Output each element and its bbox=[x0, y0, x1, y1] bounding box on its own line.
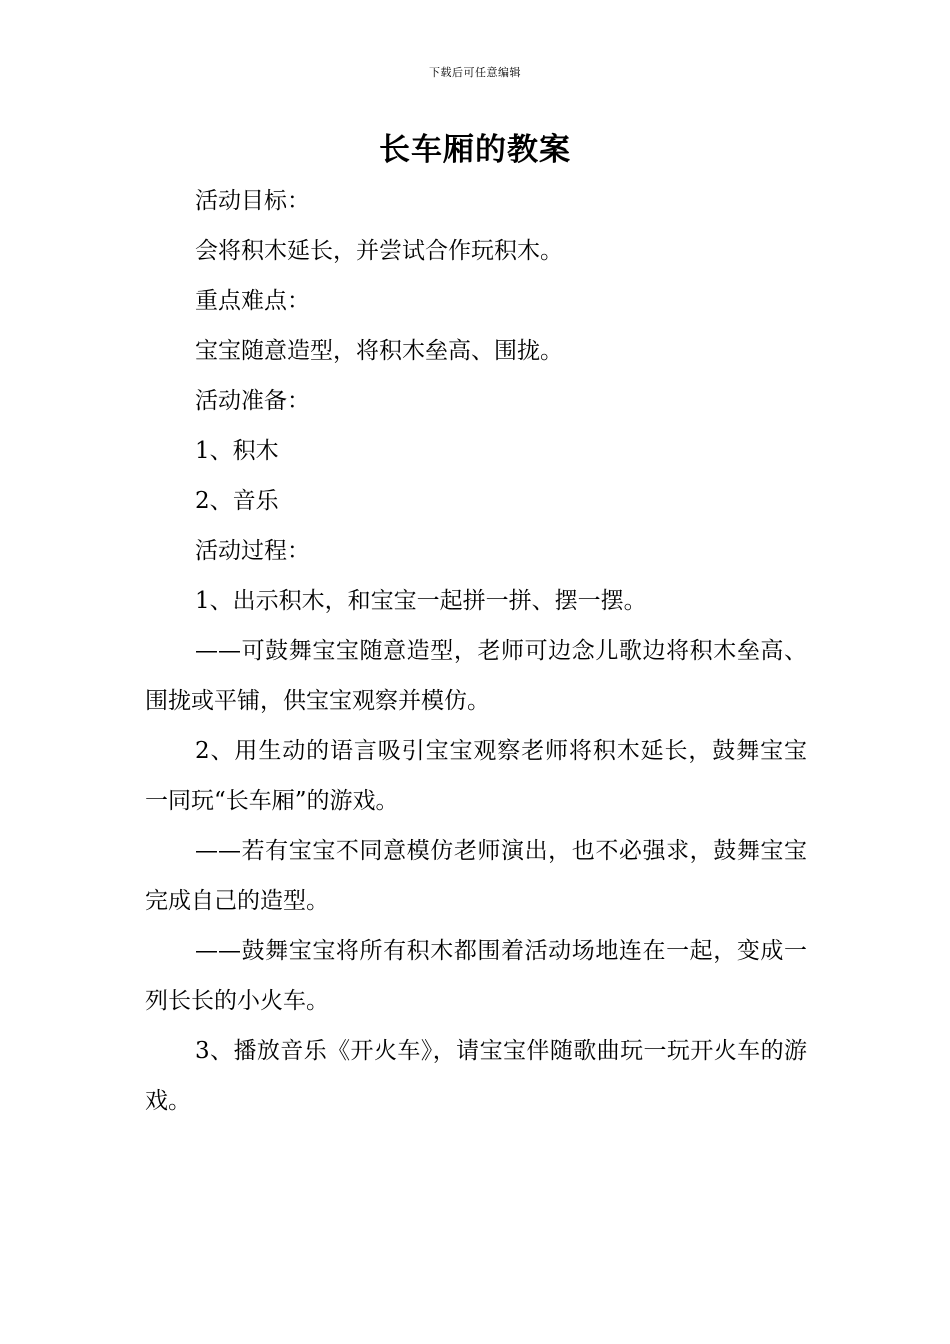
section-heading-key-points: 重点难点： bbox=[195, 288, 310, 314]
paragraph-process-step-3: 3、播放音乐《开火车》，请宝宝伴随歌曲玩一玩开火车的游戏。 bbox=[145, 1038, 807, 1114]
paragraph-key-points: 宝宝随意造型，将积木垒高、围拢。 bbox=[195, 338, 563, 364]
paragraph-process-note-1: ——可鼓舞宝宝随意造型，老师可边念儿歌边将积木垒高、围拢或平铺，供宝宝观察并模仿。 bbox=[145, 638, 807, 714]
paragraph-process-step-1: 1、出示积木，和宝宝一起拼一拼、摆一摆。 bbox=[195, 588, 647, 614]
paragraph-process-step-2: 2、用生动的语言吸引宝宝观察老师将积木延长，鼓舞宝宝一同玩“长车厢”的游戏。 bbox=[145, 738, 807, 814]
header-note: 下载后可任意编辑 bbox=[429, 66, 521, 79]
document-title: 长车厢的教案 bbox=[379, 132, 571, 168]
section-heading-preparation: 活动准备： bbox=[195, 388, 310, 414]
section-heading-process: 活动过程： bbox=[195, 538, 310, 564]
paragraph-process-note-2: ——若有宝宝不同意模仿老师演出，也不必强求，鼓舞宝宝完成自己的造型。 bbox=[145, 838, 807, 914]
document-body bbox=[145, 176, 807, 1126]
paragraph-process-note-3: ——鼓舞宝宝将所有积木都围着活动场地连在一起，变成一列长长的小火车。 bbox=[145, 938, 807, 1014]
list-item-preparation-2: 2、音乐 bbox=[195, 488, 279, 514]
list-item-preparation-1: 1、积木 bbox=[195, 438, 279, 464]
section-heading-goals: 活动目标： bbox=[195, 188, 310, 214]
paragraph-goals: 会将积木延长，并尝试合作玩积木。 bbox=[195, 238, 563, 264]
